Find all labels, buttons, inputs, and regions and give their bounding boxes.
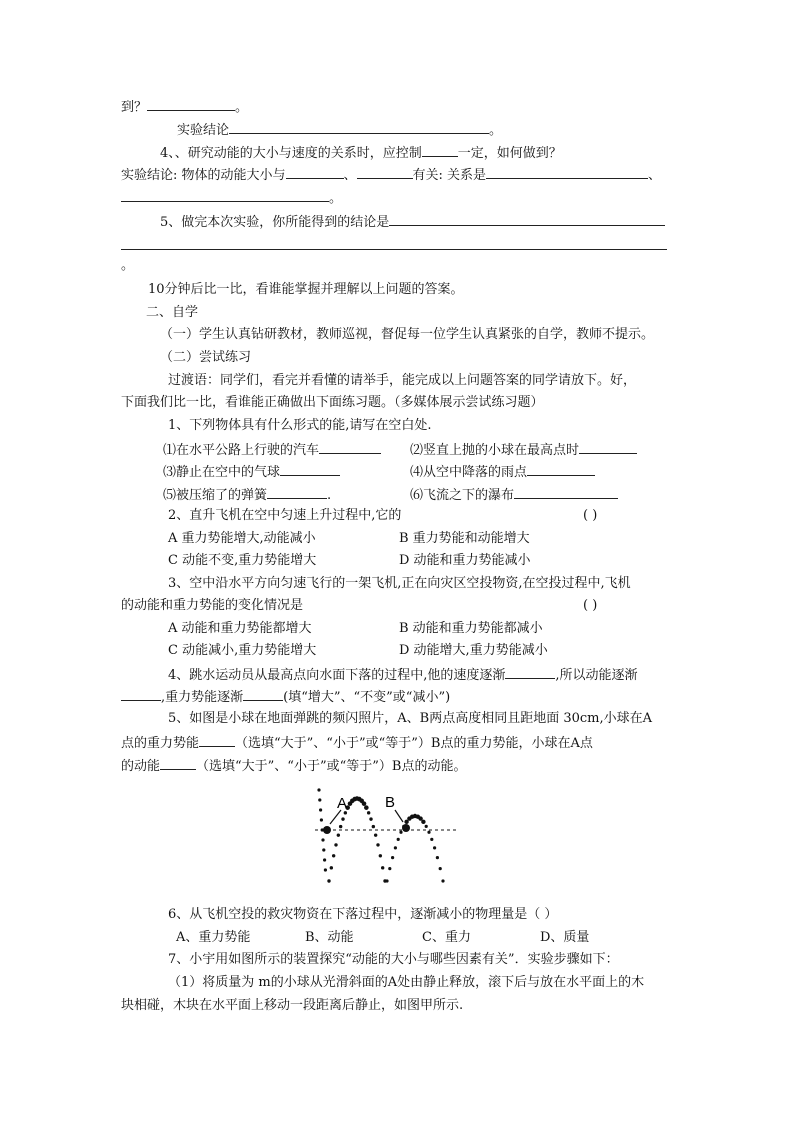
text: 、 [648, 168, 662, 183]
answer-blank[interactable] [319, 440, 381, 454]
text: 一定，如何做到？ [457, 146, 562, 161]
answer-blank[interactable] [422, 143, 458, 157]
text: 。 [235, 100, 249, 115]
trajectory-dot [441, 879, 444, 882]
ex6-option-c[interactable]: C、重力 [422, 930, 471, 945]
text: ⑸被压缩了的弹簧 [163, 488, 268, 503]
ex1-item-1 [163, 440, 381, 460]
ex2-option-c[interactable]: C 动能不变,重力势能增大 [168, 553, 317, 568]
arrow-a [330, 810, 341, 824]
trajectory-dot [399, 831, 402, 834]
answer-blank[interactable] [286, 165, 344, 179]
section-para: （一）学生认真钻研教材，教师巡视，督促每一位学生认真紧张的自学，教师不提示。 [160, 327, 655, 342]
ex2-stem: 2、直升飞机在空中匀速上升过程中,它的 [168, 508, 402, 523]
trajectory-dot [376, 843, 379, 846]
bouncing-ball-figure [307, 786, 467, 886]
trajectory-dot [323, 858, 326, 861]
ex6-stem: 6、从飞机空投的救灾物资在下落过程中，逐渐减小的物理量是（ ） [168, 907, 558, 922]
section-sub: （二）尝试练习 [160, 350, 252, 365]
trajectory-dot [320, 818, 323, 821]
answer-blank[interactable] [357, 165, 413, 179]
text: 点的重力势能 [121, 736, 200, 751]
q4-line-1 [160, 143, 562, 163]
trajectory-dot [369, 817, 372, 820]
answer-blank[interactable] [514, 485, 618, 499]
text: ⑵竖直上抛的小球在最高点时 [410, 443, 580, 458]
section-heading: 二、自学 [146, 305, 199, 320]
transition-2: 下面我们比一比，看谁能正确做出下面练习题。（多媒体展示尝试练习题） [121, 395, 544, 410]
text: （选填“大于”、“小于”或“等于”）B点的动能。 [196, 759, 467, 774]
trajectory-dot [334, 843, 337, 846]
text: 。 [329, 191, 343, 206]
text: 。 [489, 123, 503, 138]
ex3-stem-2: 的动能和重力势能的变化情况是 [121, 598, 304, 613]
trajectory-dot [372, 825, 375, 828]
trajectory-dot [394, 846, 397, 849]
text: 5、做完本次实验，你所能得到的结论是 [160, 215, 390, 230]
trajectory-dot [318, 798, 321, 801]
trajectory-dot [397, 838, 400, 841]
trajectory-dot [427, 831, 430, 834]
answer-blank[interactable] [280, 462, 340, 476]
ex3-option-c[interactable]: C 动能减小,重力势能增大 [168, 643, 317, 658]
trajectory-dot [433, 846, 436, 849]
text: ⑹飞流之下的瀑布 [410, 488, 515, 503]
answer-blank[interactable] [527, 462, 595, 476]
answer-blank[interactable] [229, 120, 489, 134]
answer-blank[interactable] [121, 687, 161, 701]
trajectory-dot [367, 811, 370, 814]
ex7-step-1b: 块相碰，木块在水平面上移动一段距离后静止，如图甲所示. [121, 998, 464, 1013]
text: 实验结论 [177, 123, 230, 138]
point-b-marker [402, 824, 410, 832]
trajectory-dot [439, 867, 442, 870]
ex1-item-3 [163, 462, 340, 482]
answer-blank[interactable] [160, 756, 196, 770]
trajectory-dot [421, 820, 425, 824]
ex1-stem: 1、下列物体具有什么形式的能,请写在空白处. [168, 418, 432, 433]
ex7-step-1a: （1）将质量为 m的小球从光滑斜面的A处由静止释放，滚下后与放在水平面上的木 [168, 975, 645, 990]
ex5-line-1: 5、如图是小球在地面弹跳的频闪照片，A、B两点高度相同且距地面 30cm,小球在A [168, 711, 653, 726]
text: 到？ [121, 100, 148, 115]
q4-line-3 [121, 188, 342, 208]
ex2-option-a[interactable]: A 重力势能增大,动能减小 [168, 531, 316, 546]
ex6-option-b[interactable]: B、动能 [305, 930, 354, 945]
q5-line-2 [121, 236, 667, 256]
text: ,所以动能逐渐 [555, 668, 638, 683]
ex1-item-4 [410, 462, 595, 482]
ex5-line-3 [121, 756, 466, 776]
trajectory-dot [337, 833, 340, 836]
ex5-line-2 [121, 733, 593, 753]
ex2-option-d[interactable]: D 动能和重力势能减小 [399, 553, 531, 568]
ex4-line-1 [168, 665, 638, 685]
trajectory-dot [324, 868, 327, 871]
ex3-option-d[interactable]: D 动能增大,重力势能减小 [399, 643, 548, 658]
text: 4、、研究动能的大小与速度的关系时，应控制 [160, 146, 422, 161]
q5-line-1 [160, 212, 665, 232]
ex6-option-d[interactable]: D、质量 [540, 930, 590, 945]
trajectory-dot [332, 854, 335, 857]
trajectory-dot [339, 825, 342, 828]
line-1 [121, 97, 248, 117]
q5-end: 。 [121, 258, 135, 273]
text: 4、跳水运动员从最高点向水面下落的过程中,他的速度逐渐 [168, 668, 506, 683]
trajectory-dot [317, 788, 320, 791]
text: ⑶静止在空中的气球 [163, 465, 281, 480]
trajectory-dot [391, 856, 394, 859]
answer-blank[interactable] [579, 440, 637, 454]
q4-line-2 [121, 165, 661, 185]
ex1-item-2 [410, 440, 637, 460]
answer-blank[interactable] [389, 212, 665, 226]
answer-blank[interactable] [267, 485, 327, 499]
answer-blank[interactable] [121, 188, 329, 202]
trajectory-dot [321, 838, 324, 841]
trajectory-dot [319, 808, 322, 811]
trajectory-dot [374, 833, 377, 836]
answer-blank[interactable] [486, 165, 648, 179]
trajectory-dot [362, 801, 367, 806]
ex3-answer-paren[interactable]: ( ) [583, 598, 598, 613]
ex1-item-5 [163, 485, 331, 505]
answer-blank[interactable] [199, 733, 235, 747]
ex7-stem: 7、小宇用如图所示的装置探究“动能的大小与哪些因素有关”．实验步骤如下： [168, 952, 619, 967]
ex2-option-b[interactable]: B 重力势能和动能增大 [399, 531, 530, 546]
ex3-option-a[interactable]: A 动能和重力势能都增大 [168, 621, 312, 636]
text: ⑷从空中降落的雨点 [410, 465, 528, 480]
point-a-marker [323, 826, 331, 834]
label-a: A [337, 795, 348, 812]
label-b: B [385, 794, 396, 811]
ex1-item-6 [410, 485, 618, 505]
compare-text: 10分钟后比一比，看谁能掌握并理解以上问题的答案。 [148, 282, 464, 297]
answer-blank[interactable] [505, 665, 555, 679]
trajectory-dot [381, 866, 384, 869]
ex2-answer-paren[interactable]: ( ) [583, 508, 598, 523]
trajectory-dot [379, 854, 382, 857]
text: （选填“大于”、“小于”或“等于”）B点的重力势能，小球在A点 [235, 736, 593, 751]
ex3-stem-1: 3、空中沿水平方向匀速飞行的一架飞机,正在向灾区空投物资,在空投过程中,飞机 [168, 576, 631, 591]
trajectory-dot [425, 825, 428, 828]
trajectory-dot [364, 805, 369, 810]
trajectory-dot [341, 817, 344, 820]
trajectory-dot [322, 848, 325, 851]
text: . [327, 488, 332, 503]
answer-blank[interactable] [147, 97, 235, 111]
trajectory-dot [330, 866, 333, 869]
text: 有关: 关系是 [412, 168, 487, 183]
answer-blank[interactable] [243, 687, 283, 701]
trajectory-dot [327, 879, 330, 882]
arrow-b [395, 810, 403, 822]
text: (填“增大”、“不变”或“减小”) [283, 690, 451, 705]
answer-blank[interactable] [121, 236, 667, 250]
text: 的动能 [121, 759, 161, 774]
trajectory-dot [385, 879, 388, 882]
text: 实验结论: 物体的动能大小与 [121, 168, 286, 183]
trajectory-dot [436, 856, 439, 859]
trajectory-dot [388, 867, 391, 870]
trajectory-dot [430, 838, 433, 841]
ex4-line-2 [121, 687, 450, 707]
text: ⑴在水平公路上行驶的汽车 [163, 443, 320, 458]
transition-1: 过渡语：同学们，看完并看懂的请举手，能完成以上问题答案的同学请放下。好， [168, 373, 637, 388]
line-2 [177, 120, 502, 140]
text: ,重力势能逐渐 [161, 690, 244, 705]
ex6-option-a[interactable]: A、重力势能 [176, 930, 251, 945]
text: 、 [343, 168, 357, 183]
ex3-option-b[interactable]: B 动能和重力势能都减小 [399, 621, 543, 636]
